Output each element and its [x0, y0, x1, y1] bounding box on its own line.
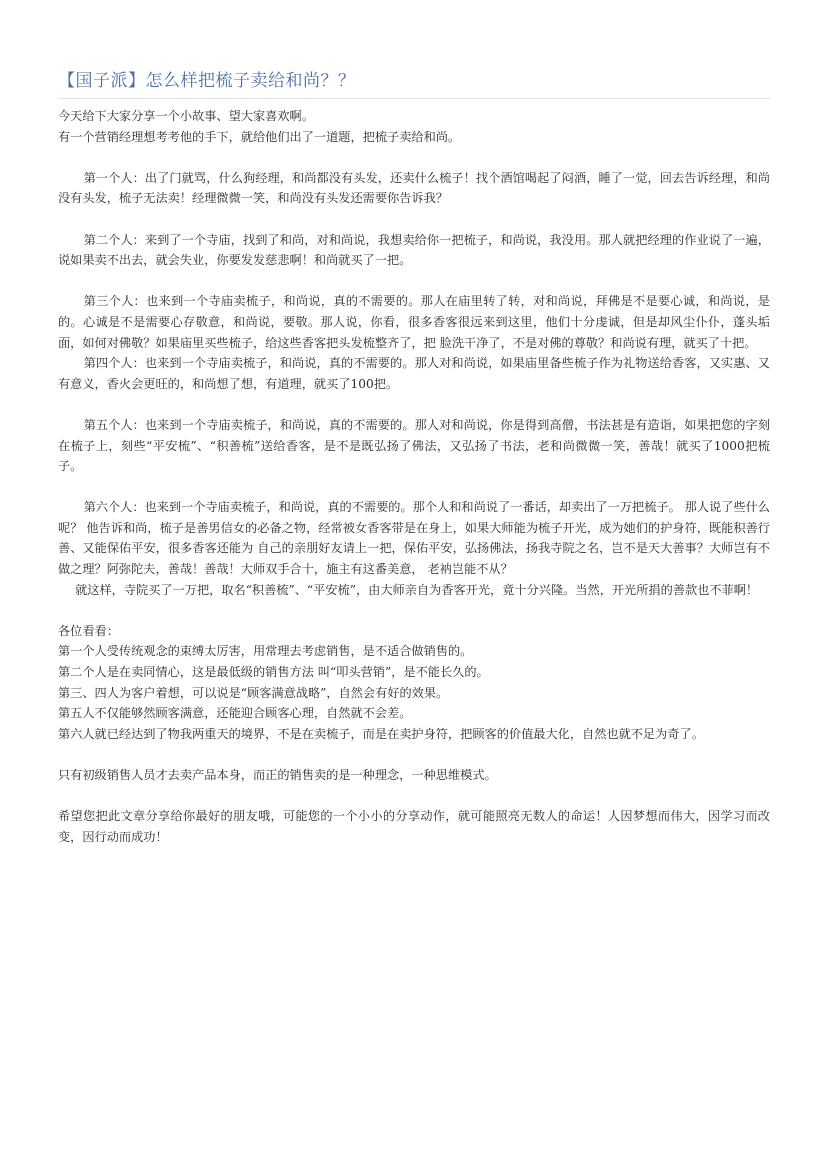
summary-line: 第二个人是在卖同情心，这是最低级的销售方法 叫“叩头营销”，是不能长久的。 [58, 665, 489, 680]
paragraph-person-3: 第三个人：也来到一个寺庙卖梳子，和尚说，真的不需要的。那人在庙里转了转，对和尚说，拜佛是不是要心诚，和尚说，是的。心诚是不是需要心存敬意，和尚说，要敬。那人说，你看，很多香客很远来到这里，他们十分虔诚，但是却风尘仆仆，蓬头垢面，如何对佛敬？如果庙里买些梳子，给这些香客把头发梳整齐了，把 脸洗干净了，不是对佛的尊敬？和尚说有理，就买了十把。 [58, 294, 770, 350]
paragraph-person-2: 第二个人：来到了一个寺庙，找到了和尚，对和尚说，我想卖给你一把梳子，和尚说，我没用。那人就把经理的作业说了一遍，说如果卖不出去，就会失业，你要发发慈悲啊！和尚就买了一把。 [58, 232, 770, 268]
paragraph-person-5: 第五个人：也来到一个寺庙卖梳子，和尚说，真的不需要的。那人对和尚说，你是得到高僧，书法甚是有造诣，如果把您的字刻在梳子上，刻些“平安梳”、“积善梳”送给香客，是不是既弘扬了佛法，又弘扬了书法，老和尚微微一笑，善哉！就买了1000把梳子。 [58, 417, 770, 474]
summary-line: 第三、四人为客户着想，可以说是“顾客满意战略”，自然会有好的效果。 [58, 685, 449, 700]
summary-line: 第五人不仅能够然顾客满意，还能迎合顾客心理，自然就不会差。 [58, 706, 412, 721]
paragraph-person-6: 第六个人：也来到一个寺庙卖梳子，和尚说，真的不需要的。那个人和和尚说了一番话，却卖出了一万把梳子。 那人说了些什么呢？ 他告诉和尚，梳子是善男信女的必备之物，经常被女香客带是在身上，如果大师能为梳子开光，成为她们的护身符，既能积善行善、又能保佑平安，很多香客还能为 自己的亲朋好友请上一把，保佑平安，弘扬佛法，扬我寺院之名，岂不是天大善事？大师岂有不做之理？阿弥陀夫，善哉！善哉！大师双手合十，施主有这番美意， 老衲岂能不从？ [58, 500, 770, 577]
intro-line: 今天给下大家分享一个小故事、望大家喜欢啊。 [58, 109, 314, 123]
conclusion-paragraph: 只有初级销售人员才去卖产品本身，而正的销售卖的是一种理念，一种思维模式。 [58, 768, 497, 782]
paragraph-person-1: 第一个人：出了门就骂，什么狗经理，和尚都没有头发，还卖什么梳子！找个酒馆喝起了闷酒，睡了一觉，回去告诉经理，和尚没有头发，梳子无法卖！经理微微一笑，和尚没有头发还需要你告诉我？ [58, 170, 770, 206]
summary-line: 第一个人受传统观念的束缚太厉害，用常理去考虑销售，是不适合做销售的。 [58, 644, 473, 659]
title-divider [58, 98, 770, 99]
closing-paragraph: 希望您把此文章分享给你最好的朋友哦，可能您的一个小小的分享动作，就可能照亮无数人的命运！人因梦想而伟大，因学习而改变，因行动而成功！ [58, 809, 770, 844]
intro-line: 有一个营销经理想考考他的手下，就给他们出了一道题，把梳子卖给和尚。 [58, 129, 461, 144]
paragraph-person-4: 第四个人：也来到一个寺庙卖梳子，和尚说，真的不需要的。那人对和尚说，如果庙里备些梳子作为礼物送给香客，又实惠、又有意义，香火会更旺的，和尚想了想，有道理，就买了100把。 [58, 356, 770, 391]
article-body [58, 106, 770, 847]
summary-heading: 各位看看： [58, 623, 119, 638]
paragraph-person-6-result: 就这样，寺院买了一万把，取名“积善梳”、“平安梳”，由大师亲自为香客开光，竟十分兴隆。当然，开光所捐的善款也不菲啊！ [75, 582, 759, 597]
article-title: 【国子派】怎么样把梳子卖给和尚？？ [58, 71, 356, 91]
summary-line: 第六人就已经达到了物我两重天的境界，不是在卖梳子，而是在卖护身符，把顾客的价值最大化，自然也就不足为奇了。 [58, 726, 704, 741]
